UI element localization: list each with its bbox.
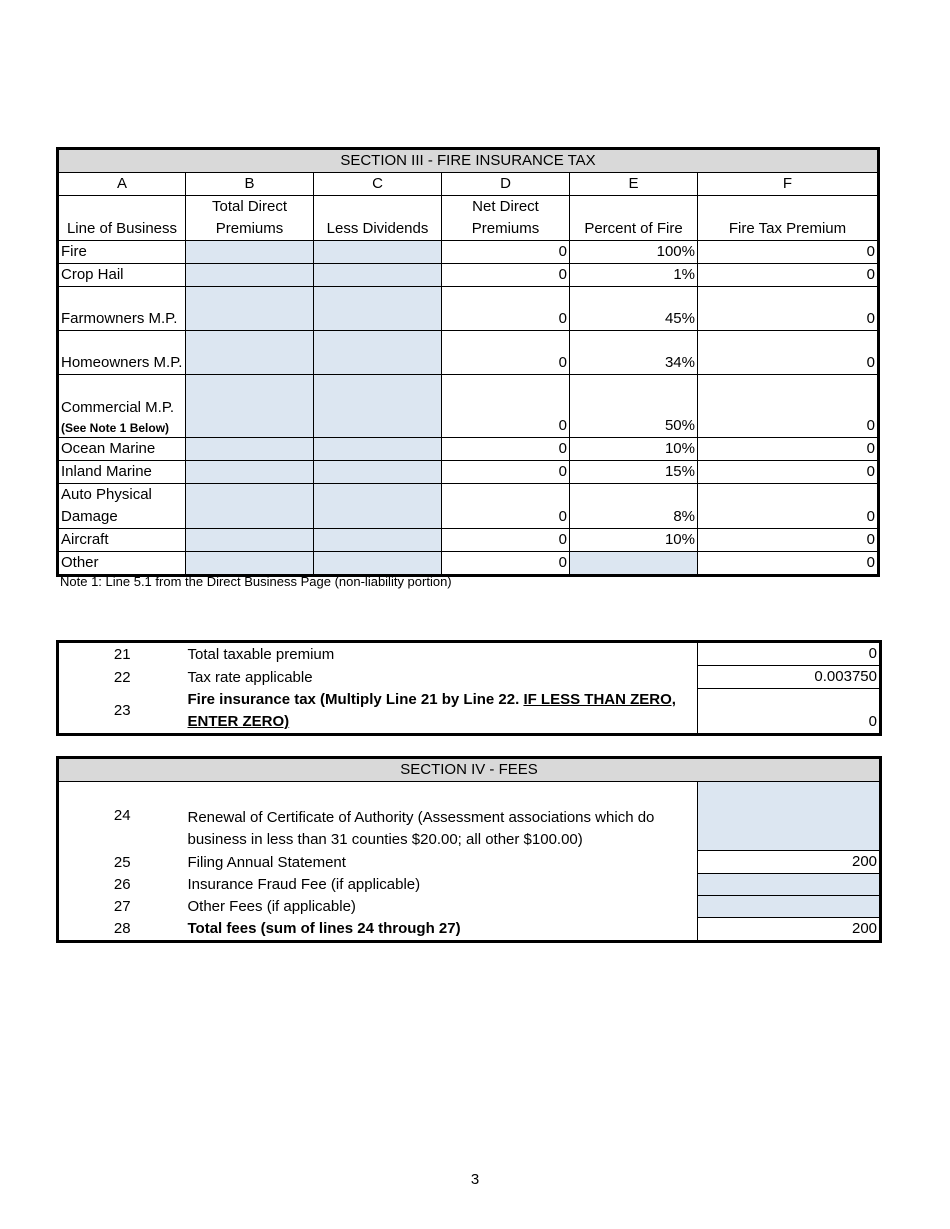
fire-tax-premium: 0 <box>698 529 879 552</box>
fire-tax-premium: 0 <box>698 484 879 529</box>
table-row <box>58 896 881 918</box>
percent-of-fire: 8% <box>570 484 698 529</box>
total-direct-premiums-input[interactable] <box>186 552 314 576</box>
table-row <box>58 331 879 375</box>
table-row <box>58 241 879 264</box>
percent-of-fire: 45% <box>570 287 698 331</box>
line-of-business: Fire <box>58 241 186 264</box>
col-letter-d: D <box>442 173 570 196</box>
col-letter-b: B <box>186 173 314 196</box>
line-number: 24 <box>113 807 131 825</box>
table-row <box>58 287 879 331</box>
header-fire-tax-premium: Fire Tax Premium <box>698 196 879 241</box>
table-row <box>58 375 879 438</box>
total-direct-premiums-input[interactable] <box>186 529 314 552</box>
fire-insurance-tax-value: 0 <box>698 689 881 735</box>
net-direct-premiums: 0 <box>442 484 570 529</box>
total-direct-premiums-input[interactable] <box>186 241 314 264</box>
line-number: 28 <box>113 920 131 937</box>
insurance-fraud-fee-input[interactable] <box>698 874 881 896</box>
net-direct-premiums: 0 <box>442 331 570 375</box>
total-taxable-premium-value: 0 <box>698 642 881 666</box>
line-description: Other Fees (if applicable) <box>187 897 356 915</box>
net-direct-premiums: 0 <box>442 241 570 264</box>
net-direct-premiums: 0 <box>442 529 570 552</box>
less-dividends-input[interactable] <box>314 461 442 484</box>
less-dividends-input[interactable] <box>314 529 442 552</box>
less-dividends-input[interactable] <box>314 287 442 331</box>
line-number: 22 <box>113 668 131 686</box>
line-number: 26 <box>113 875 131 893</box>
table-row <box>58 918 881 942</box>
net-direct-premiums: 0 <box>442 438 570 461</box>
line-description: Total fees (sum of lines 24 through 27) <box>187 920 461 937</box>
line-of-business: Auto Physical Damage <box>58 484 186 529</box>
line-of-business-label: Commercial M.P. <box>61 399 175 416</box>
percent-of-fire: 10% <box>570 529 698 552</box>
fire-tax-premium: 0 <box>698 461 879 484</box>
table-row <box>58 529 879 552</box>
less-dividends-input[interactable] <box>314 484 442 529</box>
line-of-business: Aircraft <box>58 529 186 552</box>
header-total-direct-premiums: Total Direct Premiums <box>186 196 314 241</box>
filing-annual-statement-value: 200 <box>698 851 881 874</box>
percent-of-fire: 50% <box>570 375 698 438</box>
col-letter-e: E <box>570 173 698 196</box>
table-row <box>58 264 879 287</box>
line-number: 23 <box>113 701 131 719</box>
header-net-direct-premiums: Net Direct Premiums <box>442 196 570 241</box>
less-dividends-input[interactable] <box>314 331 442 375</box>
table-row <box>58 552 879 576</box>
header-line-of-business: Line of Business <box>58 196 186 241</box>
net-direct-premiums: 0 <box>442 461 570 484</box>
section4-title: SECTION IV - FEES <box>58 758 881 782</box>
fire-tax-premium: 0 <box>698 552 879 576</box>
header-less-dividends: Less Dividends <box>314 196 442 241</box>
percent-of-fire: 10% <box>570 438 698 461</box>
table-row <box>58 642 881 666</box>
total-direct-premiums-input[interactable] <box>186 438 314 461</box>
total-direct-premiums-input[interactable] <box>186 375 314 438</box>
col-letter-a: A <box>58 173 186 196</box>
total-direct-premiums-input[interactable] <box>186 264 314 287</box>
fire-tax-premium: 0 <box>698 264 879 287</box>
line-of-business: Inland Marine <box>58 461 186 484</box>
line-of-business: Ocean Marine <box>58 438 186 461</box>
line-description: Tax rate applicable <box>187 668 313 686</box>
fire-tax-premium: 0 <box>698 331 879 375</box>
percent-of-fire: 15% <box>570 461 698 484</box>
line-description: Insurance Fraud Fee (if applicable) <box>187 875 421 893</box>
line-number: 25 <box>113 853 131 871</box>
col-letter-f: F <box>698 173 879 196</box>
net-direct-premiums: 0 <box>442 552 570 576</box>
fire-insurance-tax-table <box>56 147 880 577</box>
fire-tax-premium: 0 <box>698 287 879 331</box>
fire-tax-premium: 0 <box>698 241 879 264</box>
line-number: 21 <box>113 645 131 663</box>
percent-of-fire: 34% <box>570 331 698 375</box>
less-dividends-input[interactable] <box>314 241 442 264</box>
table-row <box>58 851 881 874</box>
header-percent-of-fire: Percent of Fire <box>570 196 698 241</box>
line-description <box>186 689 698 735</box>
fire-tax-premium: 0 <box>698 438 879 461</box>
section3-title: SECTION III - FIRE INSURANCE TAX <box>58 149 879 173</box>
line-of-business: Farmowners M.P. <box>58 287 186 331</box>
total-direct-premiums-input[interactable] <box>186 331 314 375</box>
less-dividends-input[interactable] <box>314 264 442 287</box>
line-of-business: Other <box>58 552 186 576</box>
col-letter-c: C <box>314 173 442 196</box>
note-1: Note 1: Line 5.1 from the Direct Business Page (non-liability portion) <box>60 574 452 589</box>
total-direct-premiums-input[interactable] <box>186 287 314 331</box>
less-dividends-input[interactable] <box>314 552 442 576</box>
table-row <box>58 484 879 529</box>
line-of-business: Homeowners M.P. <box>58 331 186 375</box>
line-of-business: Crop Hail <box>58 264 186 287</box>
table-row <box>58 666 881 689</box>
line-description: Renewal of Certificate of Authority (Assessment associations which do business in less than 31 counties $20.00; all other $100.00) <box>187 808 655 848</box>
net-direct-premiums: 0 <box>442 287 570 331</box>
table-row <box>58 782 881 851</box>
total-direct-premiums-input[interactable] <box>186 484 314 529</box>
table-row <box>58 689 881 735</box>
other-fees-input[interactable] <box>698 896 881 918</box>
total-direct-premiums-input[interactable] <box>186 461 314 484</box>
tax-rate-value: 0.003750 <box>698 666 881 689</box>
renewal-certificate-input[interactable] <box>698 782 881 851</box>
line-of-business <box>58 375 186 438</box>
net-direct-premiums: 0 <box>442 375 570 438</box>
less-dividends-input[interactable] <box>314 438 442 461</box>
percent-of-fire: 1% <box>570 264 698 287</box>
fire-tax-label-underlined: IF LESS THAN ZERO, ENTER ZERO) <box>187 691 676 730</box>
less-dividends-input[interactable] <box>314 375 442 438</box>
fire-tax-summary-table <box>56 640 882 736</box>
line-description: Total taxable premium <box>187 645 335 663</box>
percent-of-fire-input[interactable] <box>570 552 698 576</box>
percent-of-fire: 100% <box>570 241 698 264</box>
line-number: 27 <box>113 897 131 915</box>
table-row <box>58 438 879 461</box>
total-fees-value: 200 <box>698 918 881 942</box>
net-direct-premiums: 0 <box>442 264 570 287</box>
fire-tax-premium: 0 <box>698 375 879 438</box>
table-row <box>58 874 881 896</box>
page-number: 3 <box>470 1171 480 1188</box>
see-note-label: (See Note 1 Below) <box>61 421 170 435</box>
fire-tax-label: Fire insurance tax (Multiply Line 21 by Line 22. <box>187 691 524 708</box>
fees-table <box>56 756 882 943</box>
line-description: Filing Annual Statement <box>187 853 346 871</box>
table-row <box>58 461 879 484</box>
